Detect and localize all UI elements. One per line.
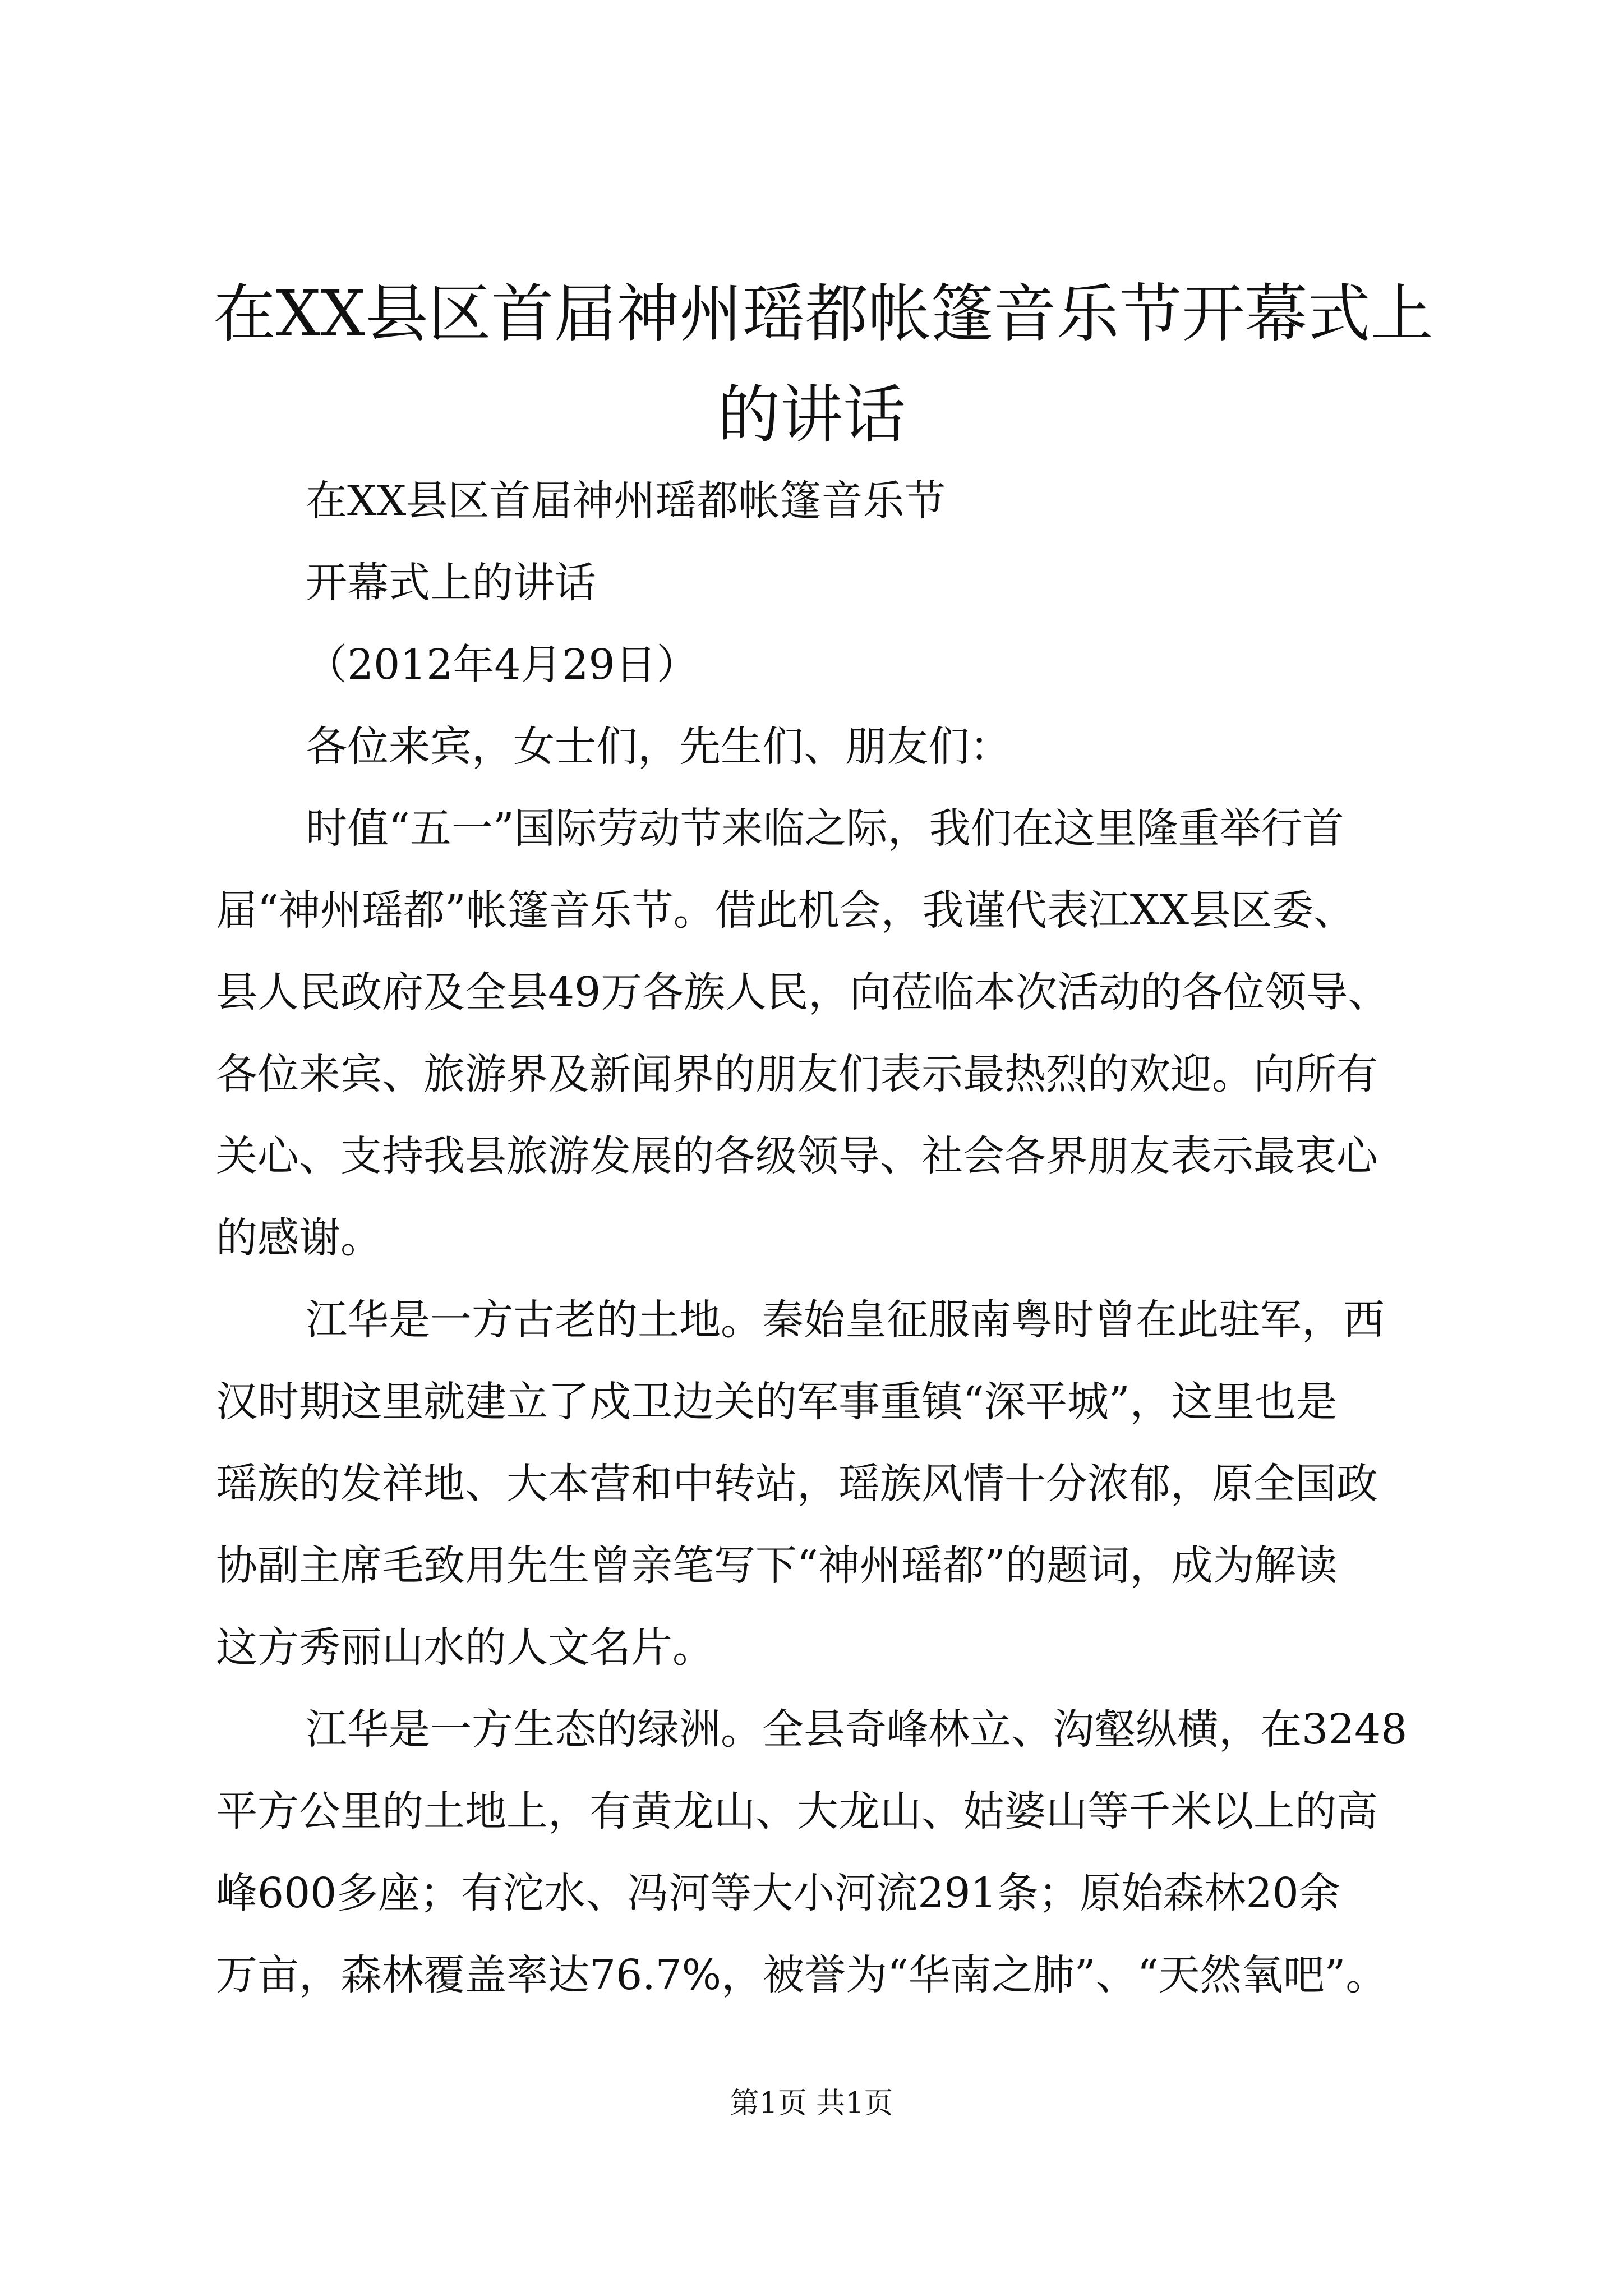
paragraph-line: 届“神州瑶都”帐篷音乐节。借此机会，我谨代表江XX县区委、 [216,886,1355,935]
subtitle-line: 在XX县区首届神州瑶都帐篷音乐节 [306,477,946,525]
paragraph-line: 的感谢。 [216,1214,382,1262]
paragraph-line: 时值“五一”国际劳动节来临之际，我们在这里隆重举行首 [306,804,1344,853]
title-line: 的讲话 [717,379,906,452]
paragraph-line: 江华是一方生态的绿洲。全县奇峰林立、沟壑纵横，在3248 [306,1705,1408,1754]
paragraph-line: 瑶族的发祥地、大本营和中转站，瑶族风情十分浓郁，原全国政 [216,1460,1378,1508]
paragraph-line: 协副主席毛致用先生曾亲笔写下“神州瑶都”的题词，成为解读 [216,1542,1338,1590]
paragraph-line: 峰600多座；有沱水、冯河等大小河流291条；原始森林20余 [216,1869,1340,1917]
title-line: 在XX县区首届神州瑶都帐篷音乐节开幕式上 [213,278,1433,351]
paragraph-line: 关心、支持我县旅游发展的各级领导、社会各界朋友表示最衷心 [216,1132,1378,1180]
paragraph-line: 汉时期这里就建立了戍卫边关的军事重镇“深平城”，这里也是 [216,1378,1338,1426]
subtitle-line: 开幕式上的讲话 [306,559,596,607]
document-title [213,264,1433,466]
paragraph-line: 各位来宾、旅游界及新闻界的朋友们表示最热烈的欢迎。向所有 [216,1050,1378,1098]
salutation-line: 各位来宾，女士们，先生们、朋友们： [306,723,1011,771]
paragraph-line: 平方公里的土地上，有黄龙山、大龙山、姑婆山等千米以上的高 [216,1787,1378,1835]
document-body [216,460,1416,2016]
paragraph-line: 县人民政府及全县49万各族人民，向莅临本次活动的各位领导、 [216,968,1390,1016]
paragraph-line: 万亩，森林覆盖率达76.7%，被誉为“华南之肺”、“天然氧吧”。 [216,1951,1387,1999]
date-line: （2012年4月29日） [306,641,698,689]
page-number-footer: 第1页 共1页 [730,2087,893,2120]
paragraph-line: 这方秀丽山水的人文名片。 [216,1623,714,1672]
paragraph-line: 江华是一方古老的土地。秦始皇征服南粤时曾在此驻军，西 [306,1296,1385,1344]
